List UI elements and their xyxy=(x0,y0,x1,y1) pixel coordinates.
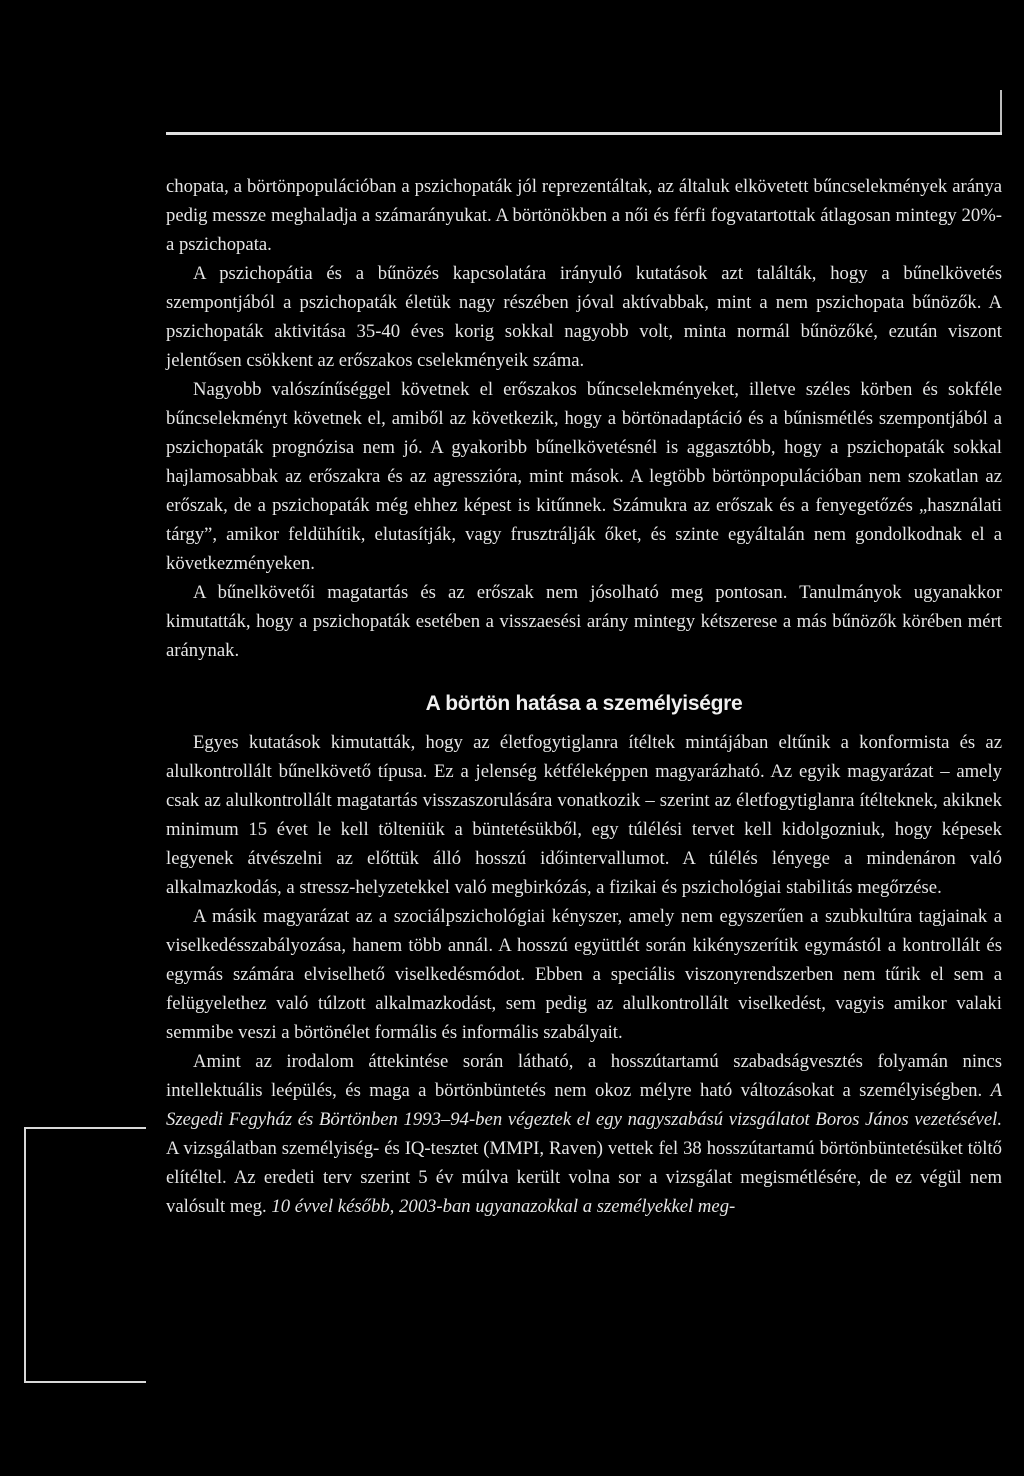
paragraph-last xyxy=(166,1047,1002,1221)
page-text xyxy=(166,172,1002,1221)
header-tick-mark xyxy=(1000,90,1002,134)
paragraph: Egyes kutatások kimutatták, hogy az életfogytiglanra ítéltek mintájában eltűnik a konformista és az alulkontrollált bűnelkövető típusa. Ez a jelenség kétféleképpen magyarázható. Az egyik magyarázat – amely csak az alulkontrollált magatartás visszaszorulására vonatkozik – szerint az életfogytiglanra ítélteknek, akiknek minimum 15 évet le kell tölteniük a büntetésükből, egy túlélési tervet kell kidolgozniuk, hogy képesek legyenek átvészelni az előttük álló hosszú időintervallumot. A túlélés lényege a mindenáron való alkalmazkodás, a stressz-helyzetekkel való megbirkózás, a fizikai és pszichológiai stabilitás megőrzése. xyxy=(166,732,1002,898)
paragraph: A másik magyarázat az a szociálpszichológiai kényszer, amely nem egyszerűen a szubkultúra tagjainak a viselkedésszabályozása, hanem több annál. A hosszú együttlét során kikényszerítik egymástól a kontrollált és egymás számára elviselhető viselkedésmódot. Ebben a speciális viszonyrendszerben nem tűrik el sem a felügyelethez való túlzott alkalmazkodást, sem pedig az alulkontrollált viselkedést, vagyis amikor valaki semmibe veszi a börtönélet formális és informális szabályait. xyxy=(166,906,1002,1043)
section-heading: A börtön hatása a személyiségre xyxy=(425,692,743,715)
text-run: A vizsgálatban személyiség- és IQ-tesztet (MMPI, Raven) vettek fel 38 hosszútartamú börtönbüntetésüket töltő elítéltel. Az eredeti terv szerint 5 év múlva került volna sor a vizsgálat megismétlésére, de ez végül nem valósult meg. xyxy=(166,1138,1002,1217)
header-rule xyxy=(166,132,1002,135)
paragraph-continuation: chopata, a börtönpopulációban a pszichopaták jól reprezentáltak, az általuk elkövetett bűncselekmények aránya pedig messze meghaladja a számarányukat. A börtönökben a női és férfi fogvatartottak átlagosan mintegy 20%-a pszichopata. xyxy=(166,176,1002,255)
margin-frame-box xyxy=(24,1127,146,1383)
paragraph: A bűnelkövetői magatartás és az erőszak nem jósolható meg pontosan. Tanulmányok ugyanakkor kimutatták, hogy a pszichopaták esetében a visszaesési arány mintegy kétszerese a más bűnözők körében mért aránynak. xyxy=(166,582,1002,661)
italic-text-run: A Szegedi Fegyház és Börtönben 1993–94-ben végeztek el egy nagyszabású vizsgálatot Boros János vezetésével. xyxy=(166,1080,1002,1130)
text-run: Amint az irodalom áttekintése során látható, a hosszútartamú szabadságvesztés folyamán nincs intellektuális leépülés, és maga a börtönbüntetés nem okoz mélyre ható változásokat a személyiségben. xyxy=(166,1051,1002,1101)
paragraph: Nagyobb valószínűséggel követnek el erőszakos bűncselekményeket, illetve széles körben és sokféle bűncselekményt követnek el, amiből az következik, hogy a börtönadaptáció és a bűnismétlés szempontjából a pszichopaták prognózisa nem jó. A gyakoribb bűnelkövetésnél is aggasztóbb, hogy a pszichopaták sokkal hajlamosabbak az erőszakra és az agresszióra, mint mások. A legtöbb börtönpopulációban nem szokatlan az erőszak, de a pszichopaták még ehhez képest is kitűnnek. Számukra az erőszak és a fenyegetőzés „használati tárgy”, amikor feldühítik, elutasítják, vagy frusztrálják őket, és szinte egyáltalán nem gondolkodnak el a következményeken. xyxy=(166,379,1002,574)
paragraph: A pszichopátia és a bűnözés kapcsolatára irányuló kutatások azt találták, hogy a bűnelkövetés szempontjából a pszichopaták életük nagy részében jóval aktívabbak, mint a nem pszichopata bűnözők. A pszichopaták aktivitása 35-40 éves korig sokkal nagyobb volt, minta normál bűnözőké, ezután viszont jelentősen csökkent az erőszakos cselekményeik száma. xyxy=(166,263,1002,371)
italic-text-run: 10 évvel később, 2003-ban ugyanazokkal a személyekkel meg- xyxy=(271,1196,736,1217)
